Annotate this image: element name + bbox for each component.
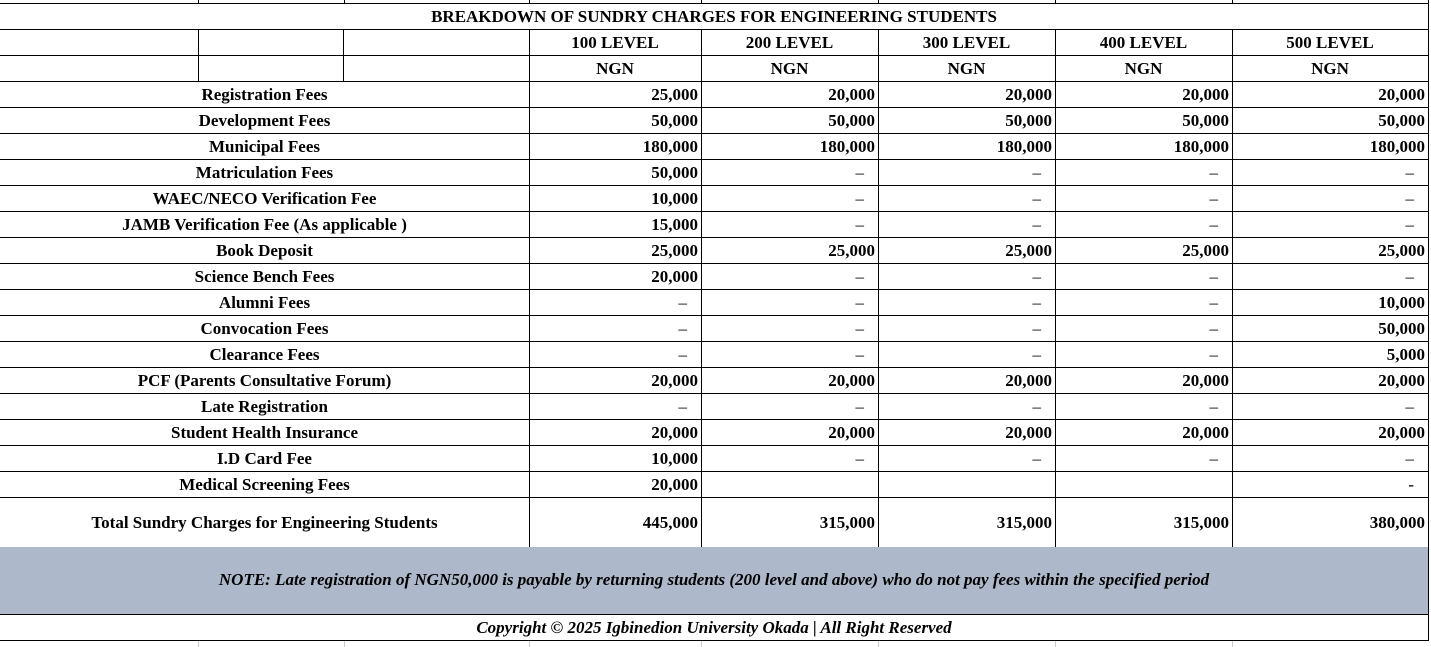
fee-value: – bbox=[855, 449, 864, 468]
fee-value: – bbox=[855, 319, 864, 338]
grid-line-v bbox=[344, 641, 345, 647]
fee-value: 50,000 bbox=[828, 111, 875, 130]
fee-value: 10,000 bbox=[651, 189, 698, 208]
fee-value: 20,000 bbox=[1182, 423, 1229, 442]
fee-label: Registration Fees bbox=[201, 85, 328, 104]
total-value: 445,000 bbox=[642, 513, 698, 532]
fee-value bbox=[701, 471, 878, 497]
total-value: 315,000 bbox=[996, 513, 1052, 532]
fee-value: – bbox=[855, 215, 864, 234]
fee-value: 50,000 bbox=[651, 111, 698, 130]
fee-value: 10,000 bbox=[1378, 293, 1425, 312]
fee-value: 20,000 bbox=[1378, 85, 1425, 104]
fee-value: – bbox=[855, 397, 864, 416]
fee-value: – bbox=[678, 293, 687, 312]
fee-label: Book Deposit bbox=[216, 241, 313, 260]
total-value: 315,000 bbox=[1173, 513, 1229, 532]
fee-value: – bbox=[1032, 267, 1041, 286]
grid-line-v bbox=[1232, 641, 1233, 647]
fee-value: 20,000 bbox=[828, 423, 875, 442]
fee-value: 20,000 bbox=[1005, 85, 1052, 104]
fee-value: – bbox=[1032, 163, 1041, 182]
fee-value: 50,000 bbox=[1005, 111, 1052, 130]
fee-value: – bbox=[1032, 345, 1041, 364]
fee-value: 180,000 bbox=[1173, 137, 1229, 156]
fee-label: Science Bench Fees bbox=[194, 267, 335, 286]
fee-value: – bbox=[1209, 293, 1218, 312]
fee-value: 20,000 bbox=[1005, 423, 1052, 442]
fee-value: 10,000 bbox=[651, 449, 698, 468]
fee-value: – bbox=[1032, 319, 1041, 338]
fee-label: Student Health Insurance bbox=[170, 423, 359, 442]
fee-value: 25,000 bbox=[1182, 241, 1229, 260]
fee-value: – bbox=[1209, 397, 1218, 416]
fee-value: 20,000 bbox=[1182, 371, 1229, 390]
fee-value: - bbox=[1408, 475, 1414, 494]
fee-value: – bbox=[1032, 293, 1041, 312]
level-header: 100 LEVEL bbox=[571, 33, 659, 52]
fee-value: 20,000 bbox=[1378, 371, 1425, 390]
fee-value: 180,000 bbox=[996, 137, 1052, 156]
fee-value: 20,000 bbox=[651, 371, 698, 390]
fee-value: – bbox=[1405, 397, 1414, 416]
fee-value: 50,000 bbox=[1378, 111, 1425, 130]
currency-header: NGN bbox=[947, 59, 986, 78]
total-label: Total Sundry Charges for Engineering Students bbox=[91, 513, 438, 532]
fee-value: – bbox=[1209, 449, 1218, 468]
fee-value: – bbox=[855, 345, 864, 364]
fee-value: 50,000 bbox=[1182, 111, 1229, 130]
fee-label: Convocation Fees bbox=[200, 319, 329, 338]
fee-value: 25,000 bbox=[1378, 241, 1425, 260]
fee-value: 20,000 bbox=[651, 267, 698, 286]
fee-value bbox=[1055, 471, 1232, 497]
fee-value: – bbox=[1032, 449, 1041, 468]
fee-value: 20,000 bbox=[1005, 371, 1052, 390]
fee-label: Municipal Fees bbox=[209, 137, 320, 156]
grid-line-v bbox=[198, 641, 199, 647]
level-header: 500 LEVEL bbox=[1286, 33, 1374, 52]
fee-value: – bbox=[1405, 189, 1414, 208]
fee-value: 15,000 bbox=[651, 215, 698, 234]
fee-value: – bbox=[1405, 163, 1414, 182]
fee-value: – bbox=[678, 319, 687, 338]
fee-value: 5,000 bbox=[1386, 345, 1425, 364]
note-text: NOTE: Late registration of NGN50,000 is payable by returning students (200 level and above) who do not pay fees within the specified period bbox=[218, 570, 1210, 589]
fee-value: – bbox=[1209, 267, 1218, 286]
fee-value: – bbox=[1209, 319, 1218, 338]
fee-value: 180,000 bbox=[642, 137, 698, 156]
fee-value: 20,000 bbox=[651, 475, 698, 494]
fee-value: – bbox=[1209, 215, 1218, 234]
fee-value: 20,000 bbox=[1182, 85, 1229, 104]
currency-header: NGN bbox=[770, 59, 809, 78]
level-header: 200 LEVEL bbox=[745, 33, 834, 52]
grid-line-v bbox=[529, 641, 530, 647]
fee-value: 20,000 bbox=[1378, 423, 1425, 442]
fee-value: – bbox=[1405, 267, 1414, 286]
fee-value: – bbox=[855, 163, 864, 182]
fee-value: – bbox=[678, 397, 687, 416]
fee-value: 25,000 bbox=[828, 241, 875, 260]
fee-value: 20,000 bbox=[828, 371, 875, 390]
fee-label: I.D Card Fee bbox=[217, 449, 312, 468]
total-value: 380,000 bbox=[1369, 513, 1425, 532]
level-header: 400 LEVEL bbox=[1099, 33, 1188, 52]
total-value: 315,000 bbox=[819, 513, 875, 532]
copyright-text: Copyright © 2025 Igbinedion University Okada | All Right Reserved bbox=[476, 618, 952, 637]
fee-value: – bbox=[1032, 397, 1041, 416]
grid-line-v bbox=[878, 641, 879, 647]
fee-value: – bbox=[855, 267, 864, 286]
fee-value: – bbox=[855, 293, 864, 312]
fee-value: 180,000 bbox=[819, 137, 875, 156]
fee-value: 25,000 bbox=[1005, 241, 1052, 260]
fee-label: JAMB Verification Fee (As applicable ) bbox=[122, 215, 407, 234]
fee-label: Alumni Fees bbox=[218, 293, 311, 312]
fee-value: 50,000 bbox=[651, 163, 698, 182]
fee-value: – bbox=[855, 189, 864, 208]
grid-line-h bbox=[0, 640, 1428, 641]
grid-line-v bbox=[1428, 0, 1429, 641]
fee-value: 20,000 bbox=[651, 423, 698, 442]
fee-value: – bbox=[1032, 215, 1041, 234]
fee-label: Matriculation Fees bbox=[195, 163, 334, 182]
currency-header: NGN bbox=[1124, 59, 1163, 78]
fee-value: – bbox=[1405, 449, 1414, 468]
fee-label: PCF (Parents Consultative Forum) bbox=[137, 371, 392, 390]
grid-line-v bbox=[343, 29, 344, 81]
grid-line-v bbox=[198, 29, 199, 81]
fee-value: – bbox=[1032, 189, 1041, 208]
level-header: 300 LEVEL bbox=[922, 33, 1011, 52]
sheet-title: BREAKDOWN OF SUNDRY CHARGES FOR ENGINEERING STUDENTS bbox=[431, 7, 997, 26]
fee-label: Clearance Fees bbox=[209, 345, 320, 364]
currency-header: NGN bbox=[596, 59, 634, 78]
fee-label: Medical Screening Fees bbox=[179, 475, 350, 494]
grid-line-v bbox=[701, 641, 702, 647]
fee-value: 25,000 bbox=[651, 85, 698, 104]
fee-label: Late Registration bbox=[200, 397, 328, 416]
currency-header: NGN bbox=[1311, 59, 1349, 78]
fee-value: 20,000 bbox=[828, 85, 875, 104]
grid-line-v bbox=[1055, 641, 1056, 647]
fee-value: – bbox=[1209, 163, 1218, 182]
fee-value: 25,000 bbox=[651, 241, 698, 260]
fee-value: – bbox=[1209, 189, 1218, 208]
fee-label: Development Fees bbox=[198, 111, 331, 130]
fee-value: 50,000 bbox=[1378, 319, 1425, 338]
fee-value: – bbox=[1405, 215, 1414, 234]
fee-value: – bbox=[1209, 345, 1218, 364]
fee-value bbox=[878, 471, 1055, 497]
fee-label: WAEC/NECO Verification Fee bbox=[152, 189, 377, 208]
fee-value: – bbox=[678, 345, 687, 364]
fee-value: 180,000 bbox=[1369, 137, 1425, 156]
